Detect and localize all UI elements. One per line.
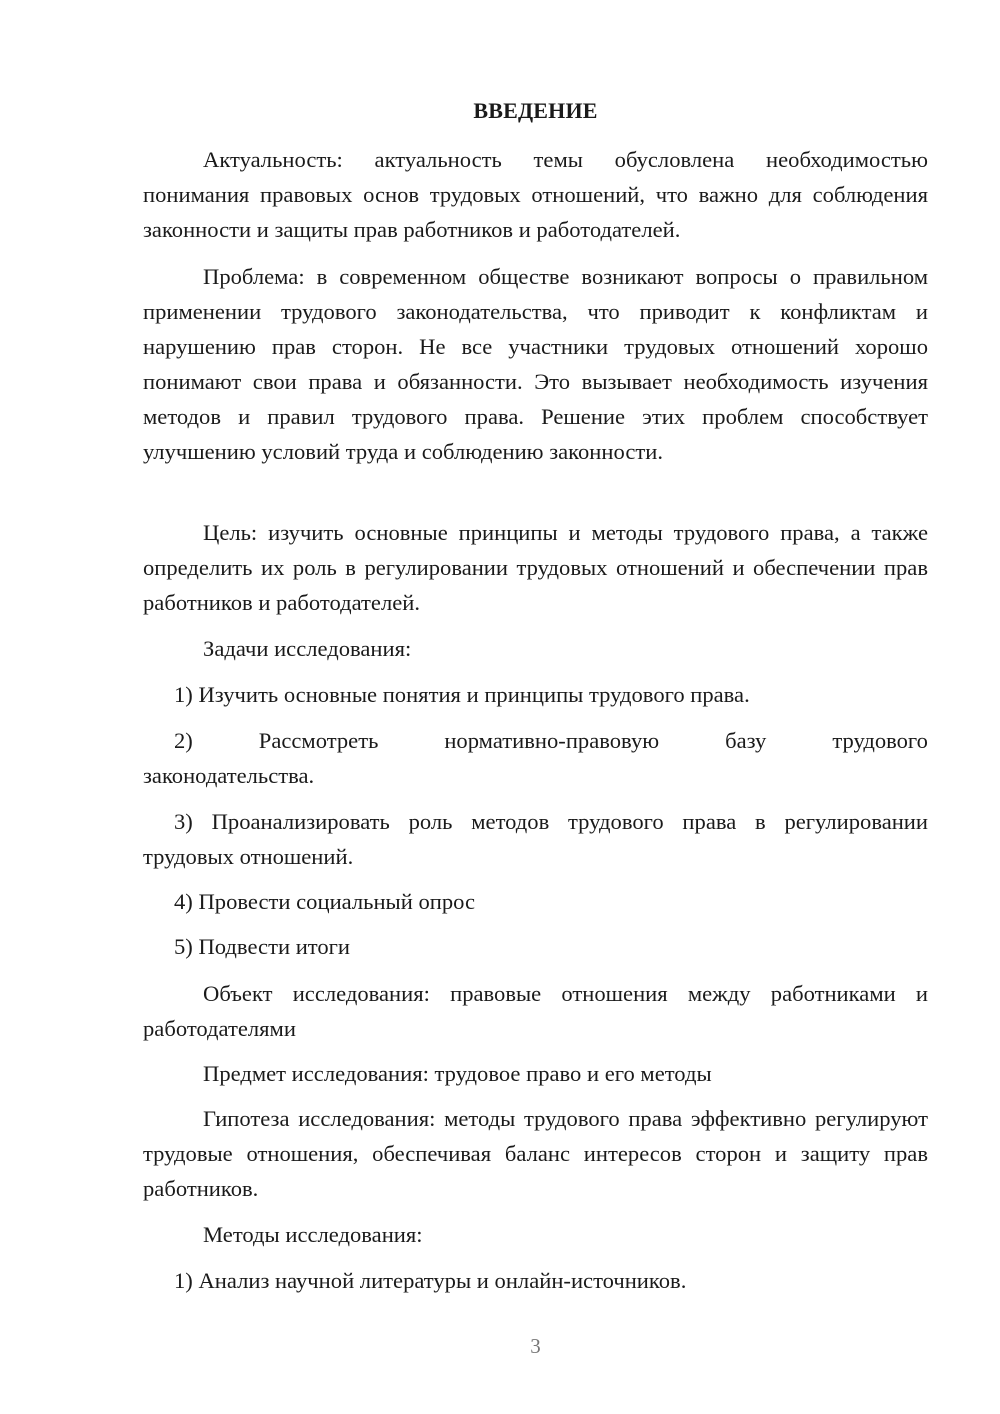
method-item-1: 1) Анализ научной литературы и онлайн-источников. [174, 1268, 687, 1293]
task-item-2-word: базу [725, 728, 767, 753]
task-item-2-word: 2) [174, 728, 193, 753]
subject-paragraph: Предмет исследования: трудовое право и его методы [203, 1061, 712, 1086]
task-item-2-continuation: законодательства. [143, 763, 315, 788]
problem-paragraph: Проблема: в современном обществе возникают вопросы о правильном применении трудового законодательства, что приводит к конфликтам и нарушению прав сторон. Не все участники трудовых отношений хорошо понимают свои права и обязанности. Это вызывает необходимость изучения методов и правил трудового права. Решение этих проблем способствует улучшению условий труда и соблюдению законности. [143, 264, 928, 464]
tasks-heading: Задачи исследования: [203, 636, 412, 661]
page-number: 3 [530, 1334, 541, 1358]
hypothesis-paragraph: Гипотеза исследования: методы трудового права эффективно регулируют трудовые отношения, обеспечивая баланс интересов сторон и защиту прав работников. [143, 1106, 928, 1201]
task-item-4: 4) Провести социальный опрос [174, 889, 476, 914]
task-item-2 [143, 723, 928, 793]
task-item-3: 3) Проанализировать роль методов трудового права в регулировании трудовых отношений. [143, 809, 928, 869]
task-item-1: 1) Изучить основные понятия и принципы трудового права. [174, 682, 750, 707]
relevance-paragraph: Актуальность: актуальность темы обусловлена необходимостью понимания правовых основ трудовых отношений, что важно для соблюдения законности и защиты прав работников и работодателей. [143, 147, 928, 242]
task-item-2-word: Рассмотреть [258, 728, 379, 753]
methods-heading: Методы исследования: [203, 1222, 423, 1247]
section-title: ВВЕДЕНИЕ [473, 98, 598, 123]
object-paragraph: Объект исследования: правовые отношения между работниками и работодателями [143, 981, 928, 1041]
goal-paragraph: Цель: изучить основные принципы и методы трудового права, а также определить их роль в регулировании трудовых отношений и обеспечении прав работников и работодателей. [143, 520, 928, 615]
task-item-2-first-line [143, 723, 928, 758]
task-item-2-word: трудового [832, 728, 928, 753]
task-item-5: 5) Подвести итоги [174, 934, 351, 959]
task-item-2-word: нормативно-правовую [444, 728, 660, 753]
